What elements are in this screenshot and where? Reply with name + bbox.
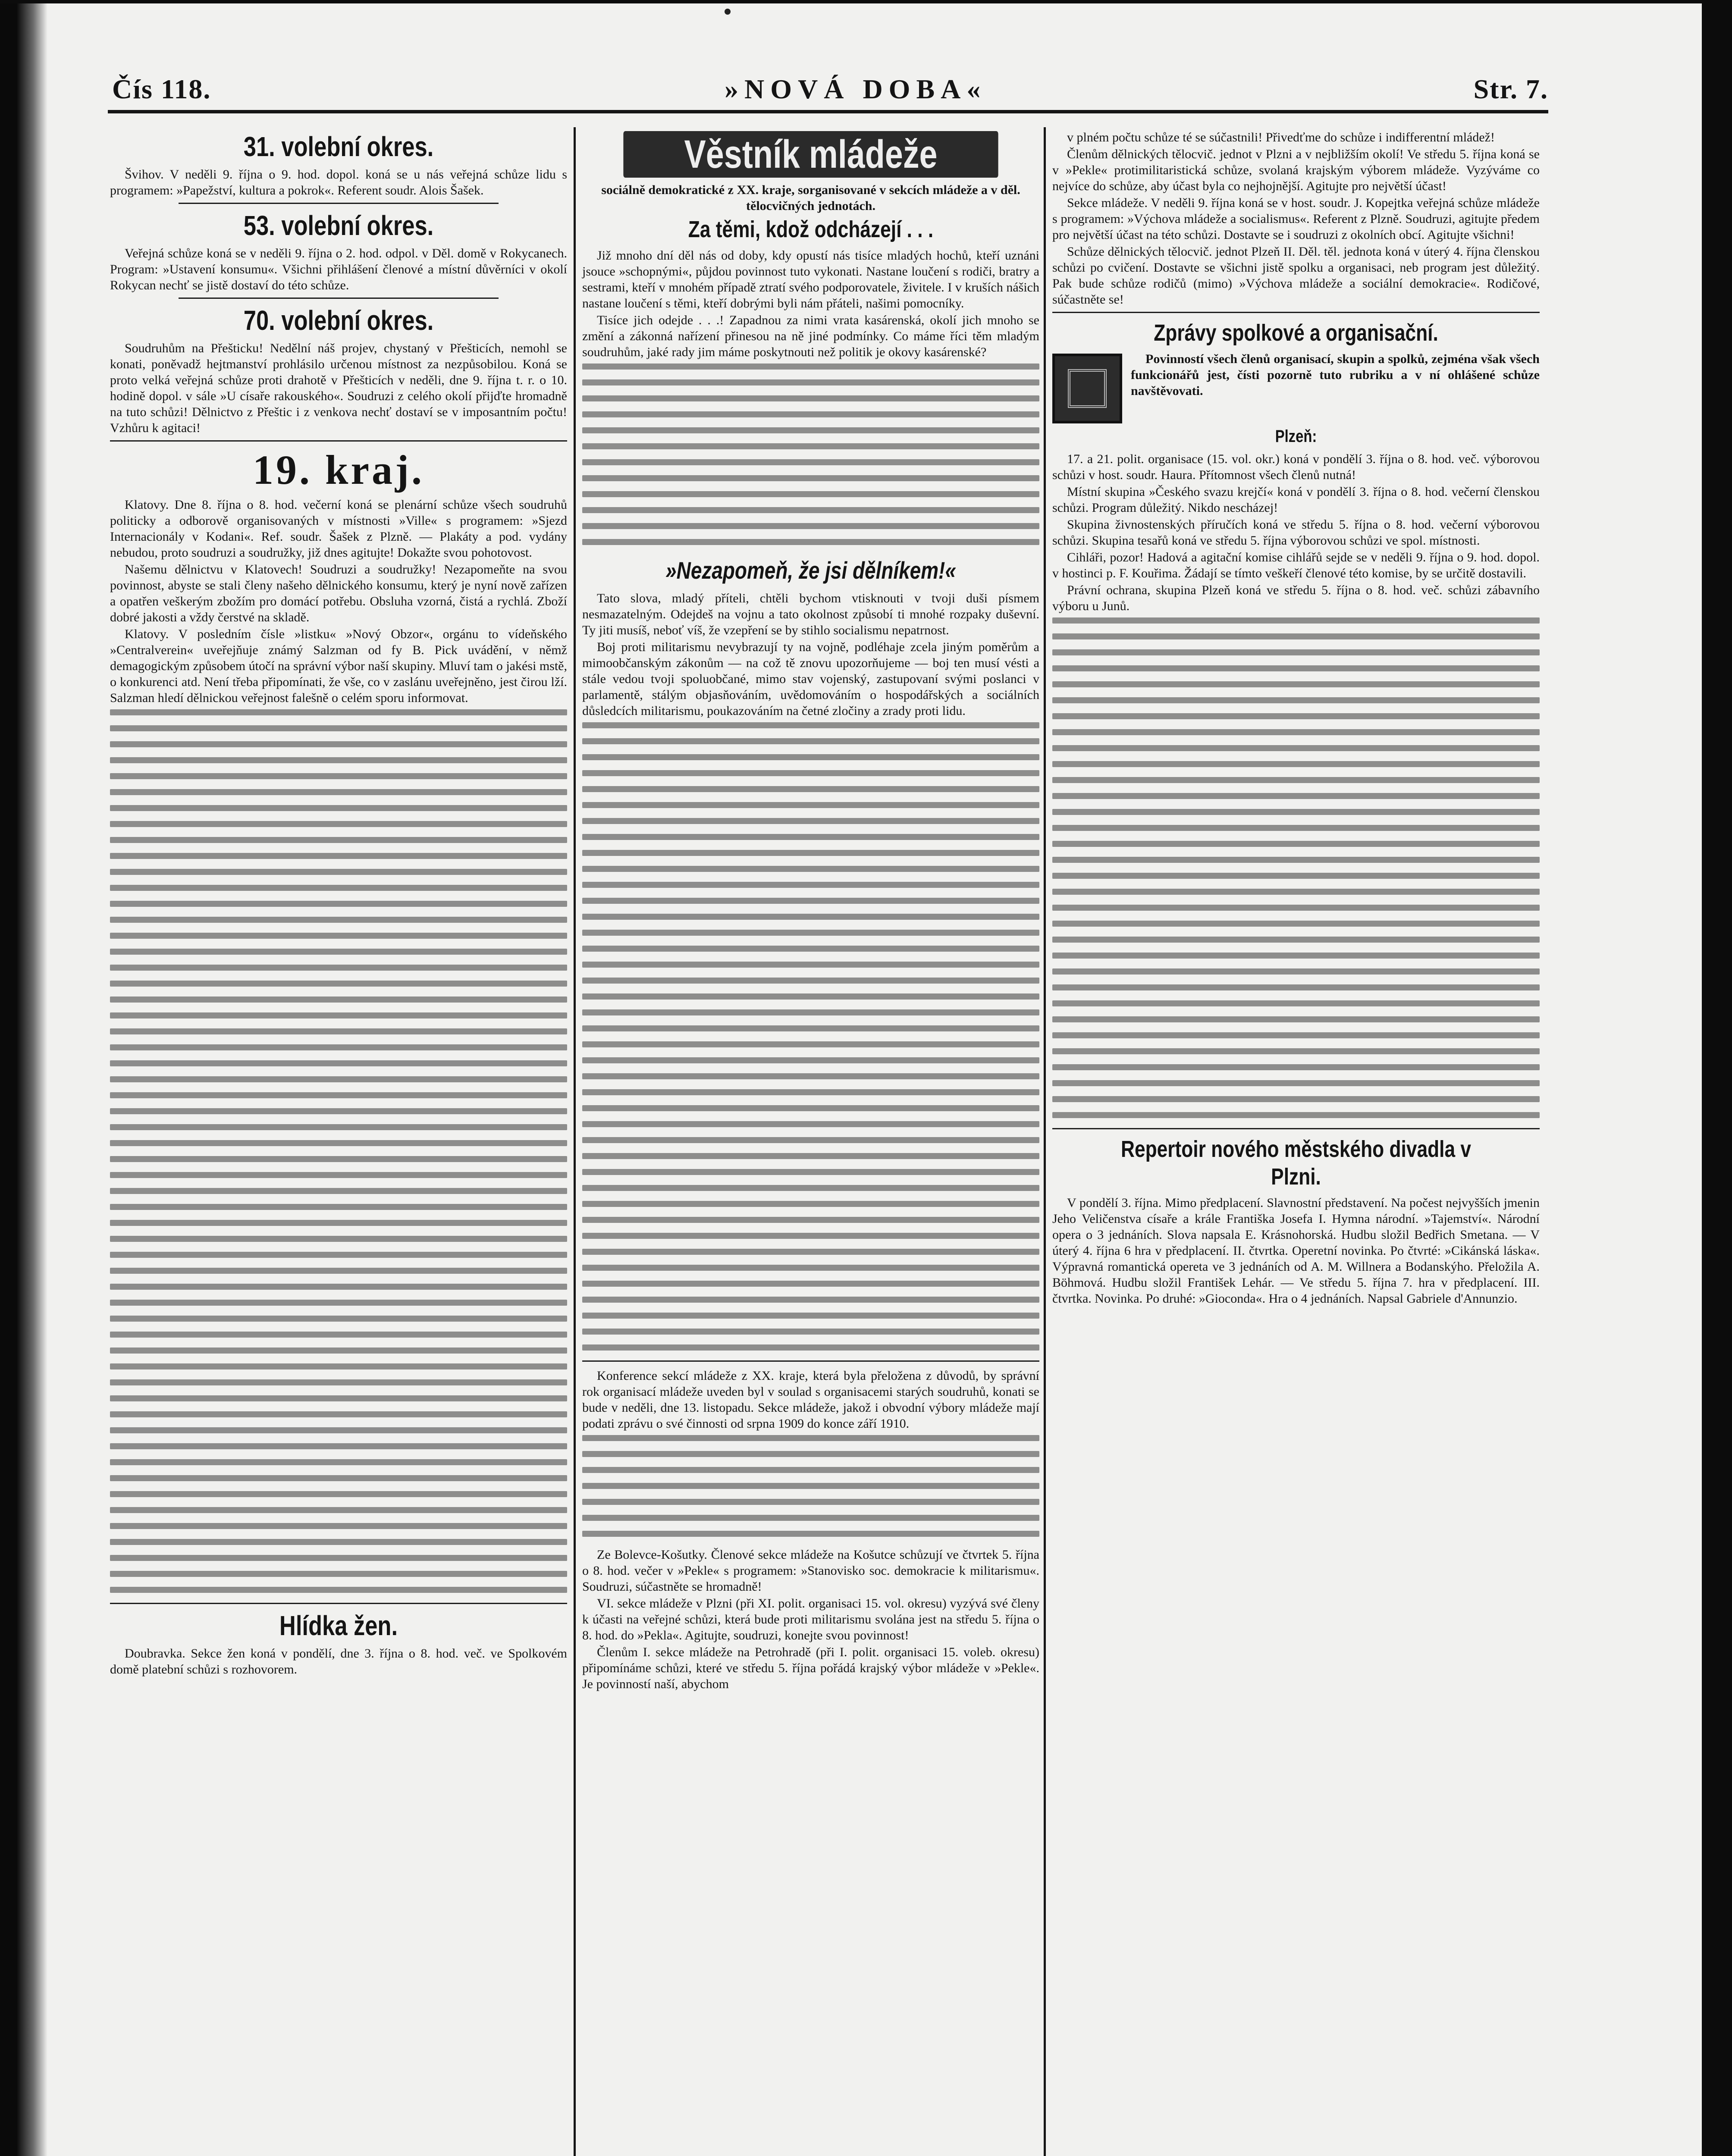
issue-number: Čís 118. — [112, 74, 211, 104]
article-svihov: Švihov. V neděli 9. října o 9. hod. dopol. koná se u nás veřejná schůze lidu s programem: »Papežství, kultura a pokrok«. Referent soudr. Alois Šašek. — [110, 167, 567, 197]
notice-political-org: 17. a 21. polit. organisace (15. vol. okr.) koná v pondělí 3. října o 8. hod. več. výborovou schůzi v host. soudr. Haura. Přítomnost všech členů nutná! — [1052, 452, 1540, 482]
heading-women: Hlídka žen. — [279, 1610, 398, 1641]
page-header — [112, 73, 1548, 112]
scan-top-border — [0, 0, 1732, 3]
article-petrohrad: Členům I. sekce mládeže na Petrohradě (při I. polit. organisaci 15. voleb. okresu) připomínáme schůzi, které ve středu 5. října pořádá krajský výbor mládeže v »Pekle«. Je povinností naší, abychom — [582, 1645, 1039, 1691]
separator — [179, 298, 499, 299]
heading-club-news: Zprávy spolkové a organisační. — [1154, 320, 1438, 346]
heading-district-70: 70. volební okres. — [243, 305, 434, 336]
column-rule-1 — [574, 127, 576, 2156]
continued-text-lines — [110, 709, 567, 1593]
column-left — [110, 129, 567, 1678]
article-section-vi: VI. sekce mládeže v Plzni (při XI. polit. organisaci 15. vol. okresu) vyzývá své členy k účasti na veřejné schůzi, která bude proti militarismu svolána jest na středu 5. října o 8. hod. do »Pekla«. Agitujte, soudruzi, konejte svou povinnost! — [582, 1596, 1039, 1642]
article-leaving-2: Tisíce jich odejde . . .! Zapadnou za nimi vrata kasárenská, okolí jich mnoho se změní a zákonná nařízení přinesou na ně jiné podmínky. Co máme říci těm mladým soudruhům, jaké rady jim máme poskytnouti než politik je okovy kasárenské? — [582, 313, 1039, 359]
continued-text-lines — [582, 364, 1039, 545]
youth-bulletin-subtitle: sociálně demokratické z XX. kraje, sorganisované v sekcích mládeže a v děl. tělocvičných jednotách. — [601, 183, 1020, 213]
notice-tailors: Místní skupina »Českého svazu krejčí« koná v pondělí 3. října o 8. hod. večerní členskou schůzi. Program důležitý. Nikdo nescházej! — [1052, 485, 1540, 515]
article-klatovy-meeting: Klatovy. Dne 8. října o 8. hod. večerní koná se plenární schůze všech soudruhů politicky a odborově organisovaných v místnosti »Ville« s programem: »Sjezd Internacionály v Kodani«. Ref. soudr. Šašek z Plzně. — Plakáty a pod. vydány nebudou, proto soudruzi a soudružky, již dnes agitujte! Dokažte svou pohotovost. — [110, 498, 567, 560]
article-klatovy-salzman: Klatovy. V posledním čísle »listku« »Nový Obzor«, orgánu to vídeňského »Centralverein« uveřejňuje známý Salzman od fy B. Pick uvádění, v němž demagogickým způsobem útočí na správní výbor naší skupiny. Mluví tam o jakési mstě, o konkurenci atd. Není třeba připomínati, že vše, co v zaslánu uveřejněno, jest čirou lží. Salzman hledí dělnickou veřejnost falešně o celém sporu informovat. — [110, 627, 567, 705]
theatre-schedule: V pondělí 3. října. Mimo předplacení. Slavnostní představení. Na počest nejvyšších jmenin Jeho Veličenstva císaře a krále Františka Josefa I. Hymna národní. »Tajemství«. Národní opera o 3 jednáních. Slova napsala E. Krásnohorská. Hudbu složil Bedřich Smetana. — V úterý 4. října 6 hra v předplacení. II. čtvrtka. Operetní novinka. Po čtvrté: »Cikánská láska«. Výpravná romantická opereta ve 3 jednáních od A. M. Willnera a Bodanskýho. Přeložila A. Böhmová. Hudbu složil František Lehár. — Ve středu 5. října 7. hra v předplacení. III. čtvrtka. Novinka. Po druhé: »Gioconda«. Hra o 4 jednáních. Napsal Gabriele d'Annunzio. — [1052, 1196, 1540, 1306]
article-dont-forget-2: Boj proti militarismu nevybrazují ty na vojně, podléhaje zcela jiným poměrům a mimoobčanským zákonům — na což tě znovu upozorňujeme — boj ten musí vésti a stále vedou tvoji spoluobčané, mimo stav vojenský, zastupovaní svými poslanci v parlamentě, stálým objasňováním, uvědomováním o hospodářských a sociálních důsledcích militarismu, poukazováním na četné zločiny a zrady proti lidu. — [582, 640, 1039, 718]
separator — [1052, 1128, 1540, 1129]
club-news-intro: Povinností všech členů organisací, skupin a spolků, zejména však všech funkcionářů jest, čísti pozorně tuto rubriku a v ní ohlášené schůze navštěvovati. — [1131, 352, 1540, 398]
masthead-title: »NOVÁ DOBA« — [725, 74, 987, 104]
header-rule — [108, 110, 1548, 113]
article-gymnastics-meeting: Schůze dělnických tělocvič. jednot Plzeň II. Děl. těl. jednota koná v úterý 4. října členskou schůzi po cvičení. Dostavte se všichni jistě spolku a organisaci, neb program jest důležitý. Pak bude schůze rodičů (mimo) »Výchova mládeže a sociální demokracie«. Rodičové, súčastněte se! — [1052, 244, 1540, 307]
continued-text-lines — [582, 1435, 1039, 1537]
column-middle — [582, 129, 1039, 1693]
continued-text-lines — [1052, 617, 1540, 1118]
article-youth-sections: Konference sekcí mládeže z XX. kraje, která byla přeložena z důvodů, by správní rok organisací mládeže uveden byl v soulad s organisacemi starých soudruhů, konati se bude v neděli, dne 13. listopadu. Sekce mládeže, jakož i obvodní výbory mládeže mají podati zprávu o své činnosti od srpna 1909 do konce září 1910. — [582, 1369, 1039, 1431]
heading-district-31: 31. volební okres. — [243, 131, 434, 162]
notice-brickmakers: Cihláři, pozor! Hadová a agitační komise cihlářů sejde se v neděli 9. října o 9. hod. dopol. v hostinci p. F. Kouřima. Žádají se tímto veškeří členové této komise, by se určitě dostavili. — [1052, 550, 1540, 580]
article-prestice: Soudruhům na Přešticku! Nedělní náš projev, chystaný v Přešticích, nemohl se konati, poněvadž hejtmanství prohlásilo určenou místnost za nezpůsobilou. Koná se proto velká veřejná schůze proti drahotě v Přešticích v neděli, dne 9. října t. r. o 10. hodině dopol. v sále »U císaře rakouského«. Soudruzi z celého okolí přijďte hromadně na tuto schůzi! Dělnictvo z Přeštic i z venkova nechť dostaví se v imposantním počtu! Vzhůru k agitaci! — [110, 341, 567, 435]
article-gymnastics-plzen: Členům dělnických tělocvič. jednot v Plzni a v nejbližším okolí! Ve středu 5. října koná se v »Pekle« protimilitaristická schůze, svolaná krajským výborem mládeže. Vyzýváme co nejvíce do schůze, aby účast byla co nejhojnější. Agitujte pro největší účast! — [1052, 147, 1540, 193]
article-klatovy-konsum: Našemu dělnictvu v Klatovech! Soudruzi a soudružky! Nezapomeňte na svou povinnost, abyste se stali členy našeho dělnického konsumu, který je nyní nově zařízen a opatřen veškerým zbožím pro domácí potřebu. Obsluha vzorná, čistá a rychlá. Zboží dobré jakosti a vždy čerstvé na skladě. — [110, 562, 567, 624]
heading-region-19: 19. kraj. — [253, 447, 424, 493]
article-dont-forget-1: Tato slova, mladý příteli, chtěli bychom vtisknouti v tvoji duši písmem nesmazatelným. Odejdeš na vojnu a tato okolnost způsobí ti mnohé rozpaky duševní. Ty jiti musíš, neboť víš, že vzepření se by stihlo socialismu nepatrnost. — [582, 591, 1039, 637]
heading-dont-forget: »Nezapomeň, že jsi dělníkem!« — [665, 557, 956, 584]
separator — [110, 440, 567, 442]
column-rule-2 — [1044, 127, 1046, 2156]
notice-craft-groups: Skupina živnostenských příručích koná ve středu 5. října o 8. hod. večerní výborovou schůzi. Skupina tesařů koná ve středu 5. října výborovou schůzi ve spol. místnosti. — [1052, 517, 1540, 548]
article-bolevec: Ze Bolevce-Košutky. Členové sekce mládeže na Košutce schůzují ve čtvrtek 5. října o 8. hod. večer v »Pekle« s programem: »Stanovisko soc. demokracie k militarismu«. Soudruzi, súčastněte se hromadně! — [582, 1548, 1039, 1594]
article-leaving-1: Již mnoho dní děl nás od doby, kdy opustí nás tisíce mladých hochů, kteří uznáni jsouce »schopnými«, půjdou povinnost tuto vykonati. Nastane loučení s rodiči, bratry a sestrami, kteří v mnohém případě ztratí svého podporovatele, živitele. I v kruších nášich nastane loučení s těmi, kteří dobrými byli nám přáteli, našimi pomocníky. — [582, 248, 1039, 310]
article-youth-section-meeting: Sekce mládeže. V neděli 9. října koná se v host. soudr. J. Kopejtka veřejná schůze mládeže s programem: »Výchova mládeže a socialismus«. Referent z Plzně. Soudruzi, agitujte předem pro největší účast na této schůzi. Dostavte se i soudruzi z okolních obcí. Agitujte všichni! — [1052, 196, 1540, 242]
notice-legal-protection: Právní ochrana, skupina Plzeň koná ve středu 5. října o 8. hod. več. schůzi zábavního výboru u Junů. — [1052, 583, 1540, 613]
section-emblem-icon — [1052, 354, 1122, 423]
article-doubravka-women: Doubravka. Sekce žen koná v pondělí, dne 3. října o 8. hod. več. ve Spolkovém domě platební schůzi s rozhovorem. — [110, 1646, 567, 1677]
separator — [110, 1603, 567, 1604]
page-number: Str. 7. — [1473, 74, 1548, 104]
heading-plzen: Plzeň: — [1275, 427, 1317, 446]
separator — [179, 203, 499, 204]
scan-right-border — [1702, 0, 1732, 2156]
article-rokycany: Veřejná schůze koná se v neděli 9. října o 2. hod. odpol. v Děl. domě v Rokycanech. Program: »Ustavení konsumu«. Všichni přihlášení členové a místní důvěrníci v okolí Rokycan nechť se jistě dostaví do této schůze. — [110, 246, 567, 292]
separator — [582, 1360, 1039, 1362]
heading-theatre-repertoire: Repertoir nového městského divadla v Plzni. — [1120, 1136, 1472, 1190]
heading-for-those-leaving: Za těmi, kdož odcházejí . . . — [688, 216, 934, 242]
separator — [1052, 312, 1540, 313]
heading-youth-bulletin: Věstník mládeže — [623, 131, 998, 178]
column-right — [1052, 129, 1540, 1307]
ink-spot — [725, 9, 731, 15]
scan-left-shadow — [0, 0, 47, 2156]
article-continuation: v plném počtu schůze té se súčastnili! Přivedťme do schůze i indifferentní mládež! — [1067, 130, 1495, 144]
continued-text-lines — [582, 722, 1039, 1351]
heading-district-53: 53. volební okres. — [243, 210, 434, 241]
